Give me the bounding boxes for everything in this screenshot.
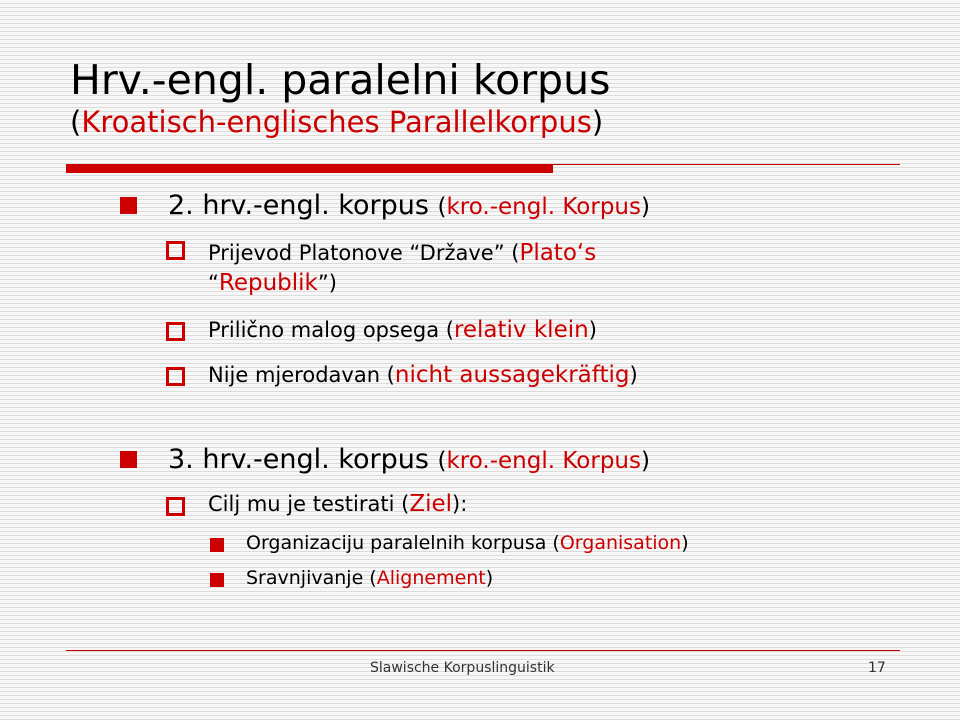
open-square-bullet-icon (166, 241, 185, 260)
slide-title (70, 56, 610, 140)
title-line-2: (Kroatisch-englisches Parallelkorpus) (70, 105, 604, 140)
list-item-level3: Organizaciju paralelnih korpusa (Organisation) (246, 532, 689, 554)
page-number: 17 (868, 660, 886, 676)
small-square-bullet-icon (210, 573, 224, 587)
title-translation: Kroatisch-englisches Parallelkorpus (81, 105, 592, 140)
title-underline-thick (66, 164, 553, 173)
list-item-level2: Prilično malog opsega (relativ klein) (208, 317, 597, 343)
open-square-bullet-icon (166, 322, 185, 341)
square-bullet-icon (120, 197, 137, 214)
list-item-level2: Cilj mu je testirati (Ziel): (208, 491, 468, 517)
list-item-level3: Sravnjivanje (Alignement) (246, 567, 494, 589)
list-item-level1: 3. hrv.-engl. korpus (kro.-engl. Korpus) (168, 444, 650, 475)
list-item-level2: Prijevod Platonove “Države” (Plato‘s “Republik”) (208, 240, 597, 296)
small-square-bullet-icon (210, 538, 224, 552)
title-underline-thin (553, 164, 900, 165)
list-item-level1: 2. hrv.-engl. korpus (kro.-engl. Korpus) (168, 190, 650, 221)
open-square-bullet-icon (166, 367, 185, 386)
list-item-level2: Nije mjerodavan (nicht aussagekräftig) (208, 362, 638, 388)
title-line-1: Hrv.-engl. paralelni korpus (70, 56, 611, 104)
open-square-bullet-icon (166, 497, 185, 516)
footer-course-title: Slawische Korpuslinguistik (370, 660, 555, 676)
footer-divider (66, 650, 900, 651)
square-bullet-icon (120, 451, 137, 468)
